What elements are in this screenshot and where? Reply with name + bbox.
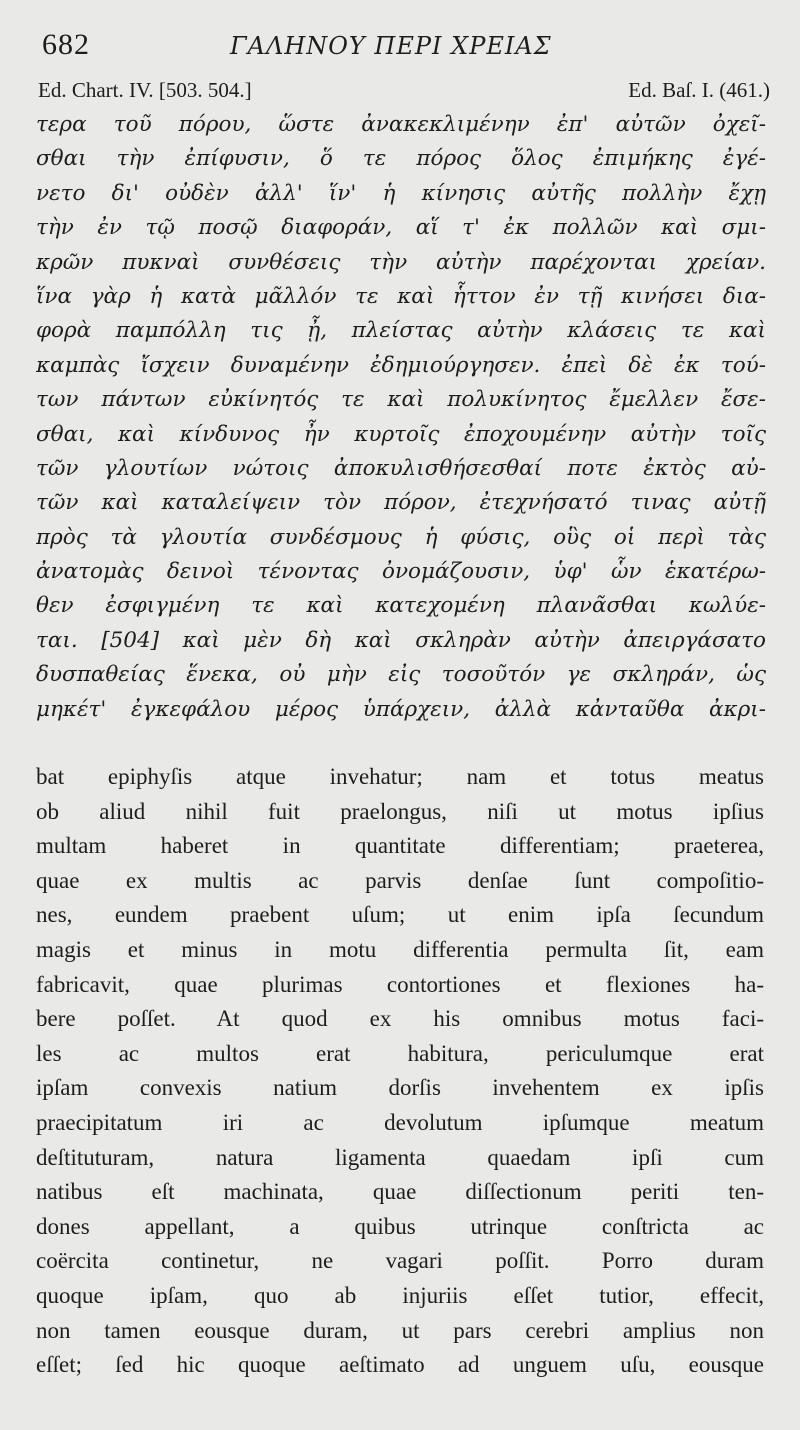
- running-title: ΓΑΛΗΝΟΥ ΠΕΡΙ ΧΡΕΙΑΣ: [230, 32, 552, 60]
- latin-line: magis et minus in motu differentia permulta ſit, eam: [36, 936, 764, 962]
- latin-line: bere poſſet. At quod ex his omnibus motus faci-: [36, 1006, 764, 1032]
- greek-line: ἀνατομὰς δεινοὶ τένοντας ὀνομάζουσιν, ὑφ' ὧν ἑκατέρω-: [36, 559, 766, 585]
- latin-line: quoque ipſam, quo ab injuriis eſſet tutior, effecit,: [36, 1282, 764, 1308]
- greek-line: σθαι, καὶ κίνδυνος ἦν κυρτοῖς ἐποχουμένην αὐτὴν τοῖς: [36, 421, 766, 447]
- latin-line: coërcita continetur, ne vagari poſſit. Porro duram: [36, 1248, 764, 1274]
- greek-line: φορὰ παμπόλλη τις ᾖ, πλείστας αὐτὴν κλάσεις τε καὶ: [36, 318, 766, 344]
- greek-line: ται. [504] καὶ μὲν δὴ καὶ σκληρὰν αὐτὴν ἀπειργάσατο: [36, 627, 766, 653]
- latin-line: natibus eſt machinata, quae diſſectionum periti ten-: [36, 1179, 764, 1205]
- greek-line: τὴν ἐν τῷ ποσῷ διαφοράν, αἵ τ' ἐκ πολλῶν καὶ σμι-: [36, 215, 766, 241]
- greek-line: των πάντων εὐκίνητός τε καὶ πολυκίνητος ἔμελλεν ἔσε-: [36, 387, 766, 413]
- latin-line: multam haberet in quantitate differentiam; praeterea,: [36, 833, 764, 859]
- latin-line: dones appellant, a quibus utrinque conſtricta ac: [36, 1213, 764, 1239]
- latin-text: [36, 760, 764, 1383]
- latin-line: nes, eundem praebent uſum; ut enim ipſa ſecundum: [36, 902, 764, 928]
- greek-line: ἵνα γὰρ ἡ κατὰ μᾶλλόν τε καὶ ἧττον ἐν τῇ κινήσει δια-: [36, 283, 766, 309]
- page-header: [34, 28, 770, 68]
- latin-line: ob aliud nihil fuit praelongus, niſi ut motus ipſius: [36, 798, 764, 824]
- greek-line: δυσπαθείας ἕνεκα, οὐ μὴν εἰς τοσοῦτόν γε σκληράν, ὡς: [36, 662, 766, 688]
- latin-line: ipſam convexis natium dorſis invehentem ex ipſis: [36, 1075, 764, 1101]
- greek-line: νετο δι' οὐδὲν ἀλλ' ἵν' ἡ κίνησις αὐτῆς πολλὴν ἔχῃ: [36, 180, 766, 206]
- latin-line: eſſet; ſed hic quoque aeſtimato ad unguem uſu, eousque: [36, 1352, 764, 1378]
- greek-text: [36, 108, 766, 727]
- page-number: 682: [42, 28, 90, 61]
- latin-line: non tamen eousque duram, ut pars cerebri amplius non: [36, 1317, 764, 1343]
- edition-reference-basel: Ed. Baſ. I. (461.): [628, 78, 770, 102]
- greek-line: πρὸς τὰ γλουτία συνδέσμους ἡ φύσις, οὓς οἱ περὶ τὰς: [36, 524, 766, 550]
- greek-line: τερα τοῦ πόρου, ὥστε ἀνακεκλιμένην ἐπ' αὐτῶν ὀχεῖ-: [36, 112, 766, 137]
- greek-line: τῶν καὶ καταλείψειν τὸν πόρον, ἐτεχνήσατό τινας αὐτῇ: [36, 490, 766, 516]
- latin-line: bat epiphyſis atque invehatur; nam et totus meatus: [36, 764, 764, 789]
- greek-line: θεν ἐσφιγμένη τε καὶ κατεχομένη πλανᾶσθαι κωλύε-: [36, 593, 766, 619]
- greek-line: κρῶν πυκναὶ συνθέσεις τὴν αὐτὴν παρέχονται χρείαν.: [36, 249, 766, 275]
- latin-line: deſtituturam, natura ligamenta quaedam ipſi cum: [36, 1144, 764, 1170]
- greek-line: τῶν γλουτίων νώτοις ἀποκυλισθήσεσθαί ποτε ἐκτὸς αὐ-: [36, 455, 766, 481]
- greek-line: σθαι τὴν ἐπίφυσιν, ὅ τε πόρος ὅλος ἐπιμήκης ἐγέ-: [36, 146, 766, 172]
- latin-line: les ac multos erat habitura, periculumque erat: [36, 1040, 764, 1066]
- latin-line: quae ex multis ac parvis denſae ſunt compoſitio-: [36, 867, 764, 893]
- latin-line: praecipitatum iri ac devolutum ipſumque meatum: [36, 1109, 764, 1135]
- edition-reference-chartier: Ed. Chart. IV. [503. 504.]: [38, 78, 252, 102]
- greek-line: καμπὰς ἴσχειν δυναμένην ἐδημιούργησεν. ἐπεὶ δὲ ἐκ τού-: [36, 352, 766, 378]
- latin-line: fabricavit, quae plurimas contortiones et flexiones ha-: [36, 971, 764, 997]
- greek-line: μηκέτ' ἐγκεφάλου μέρος ὑπάρχειν, ἀλλὰ κἀνταῦθα ἀκρι-: [36, 696, 766, 722]
- edition-references: [38, 78, 770, 106]
